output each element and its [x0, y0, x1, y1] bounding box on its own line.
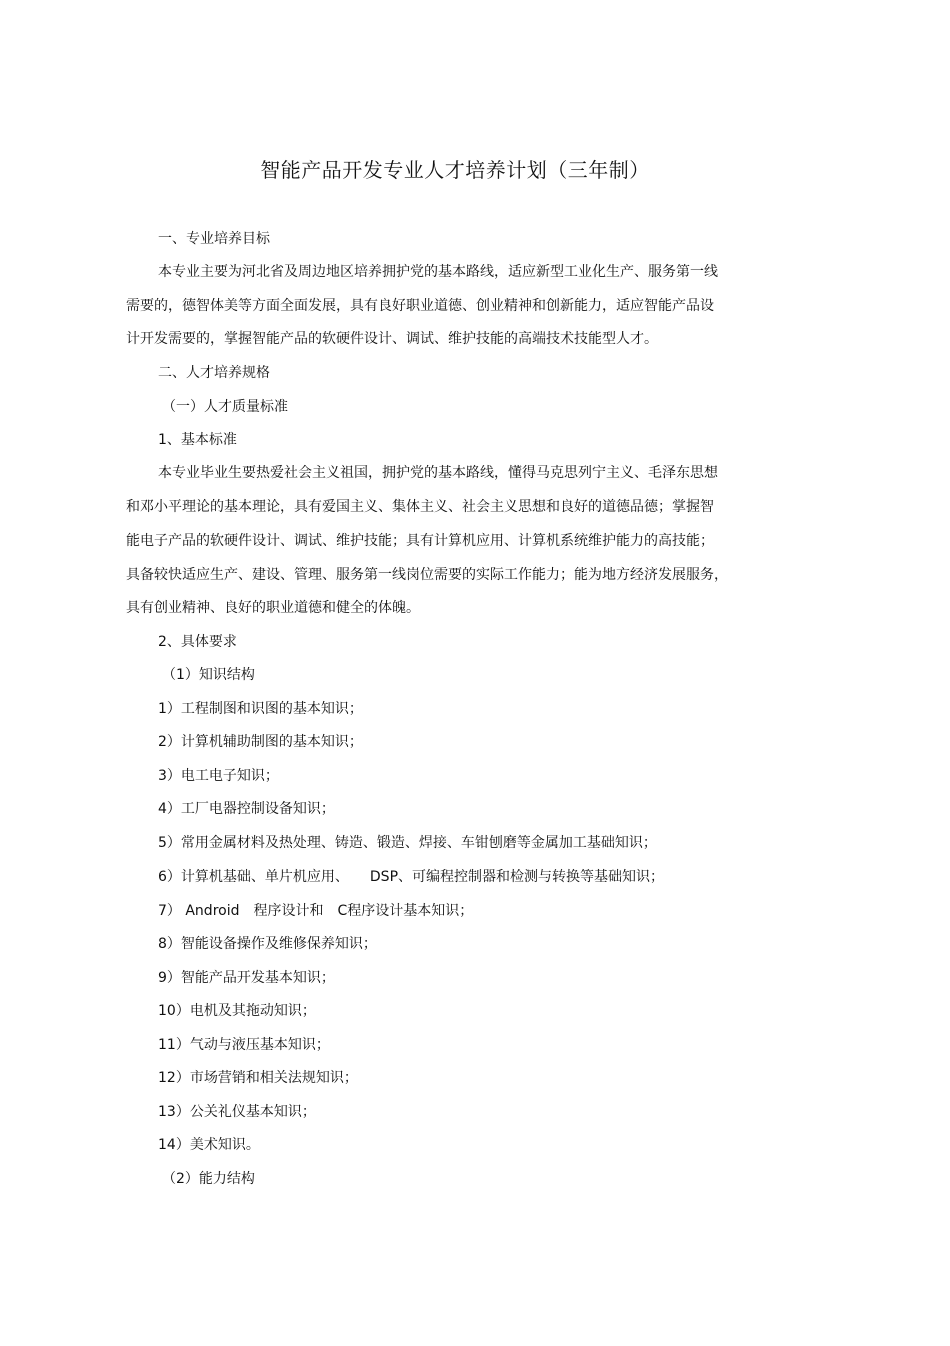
- list-item: 13）公关礼仪基本知识；: [158, 1104, 316, 1120]
- list-item: 3）电工电子知识；: [158, 768, 279, 784]
- paragraph-line: 计开发需要的，掌握智能产品的软硬件设计、调试、维护技能的高端技术技能型人才。: [126, 331, 658, 347]
- document-title: 智能产品开发专业人才培养计划（三年制）: [260, 158, 650, 182]
- list-item: 5）常用金属材料及热处理、铸造、锻造、焊接、车钳刨磨等金属加工基础知识；: [158, 835, 657, 851]
- paragraph-line: 本专业毕业生要热爱社会主义祖国，拥护党的基本路线，懂得马克思列宁主义、毛泽东思想: [158, 465, 718, 481]
- subsection-heading: （1）知识结构: [162, 667, 255, 683]
- list-item: 10）电机及其拖动知识；: [158, 1003, 316, 1019]
- list-item: 8）智能设备操作及维修保养知识；: [158, 936, 377, 952]
- list-item: 14）美术知识。: [158, 1137, 260, 1153]
- section-heading-goals: 一、专业培养目标: [158, 231, 270, 247]
- paragraph-line: 能电子产品的软硬件设计、调试、维护技能；具有计算机应用、计算机系统维护能力的高技能；: [126, 533, 714, 549]
- subsection-heading: 2、具体要求: [158, 634, 237, 650]
- list-item: 1）工程制图和识图的基本知识；: [158, 701, 363, 717]
- list-item: 6）计算机基础、单片机应用、 DSP、可编程控制器和检测与转换等基础知识；: [158, 869, 665, 885]
- paragraph-line: 具有创业精神、良好的职业道德和健全的体魄。: [126, 600, 420, 616]
- subsection-heading: 1、基本标准: [158, 432, 237, 448]
- subsection-heading: （2）能力结构: [162, 1171, 255, 1187]
- section-heading-specs: 二、人才培养规格: [158, 365, 270, 381]
- list-item: 2）计算机辅助制图的基本知识；: [158, 734, 363, 750]
- list-item: 11）气动与液压基本知识；: [158, 1037, 330, 1053]
- paragraph-line: 本专业主要为河北省及周边地区培养拥护党的基本路线，适应新型工业化生产、服务第一线: [158, 264, 718, 280]
- subsection-heading: （一）人才质量标准: [162, 399, 288, 415]
- paragraph-line: 和邓小平理论的基本理论，具有爱国主义、集体主义、社会主义思想和良好的道德品德；掌握智: [126, 499, 714, 515]
- list-item: 9）智能产品开发基本知识；: [158, 970, 335, 986]
- paragraph-line: 需要的，德智体美等方面全面发展，具有良好职业道德、创业精神和创新能力，适应智能产品设: [126, 298, 714, 314]
- paragraph-line: 具备较快适应生产、建设、管理、服务第一线岗位需要的实际工作能力；能为地方经济发展服务，: [126, 567, 728, 583]
- list-item: 7） Android 程序设计和 C程序设计基本知识；: [158, 903, 474, 919]
- list-item: 12）市场营销和相关法规知识；: [158, 1070, 358, 1086]
- list-item: 4）工厂电器控制设备知识；: [158, 801, 335, 817]
